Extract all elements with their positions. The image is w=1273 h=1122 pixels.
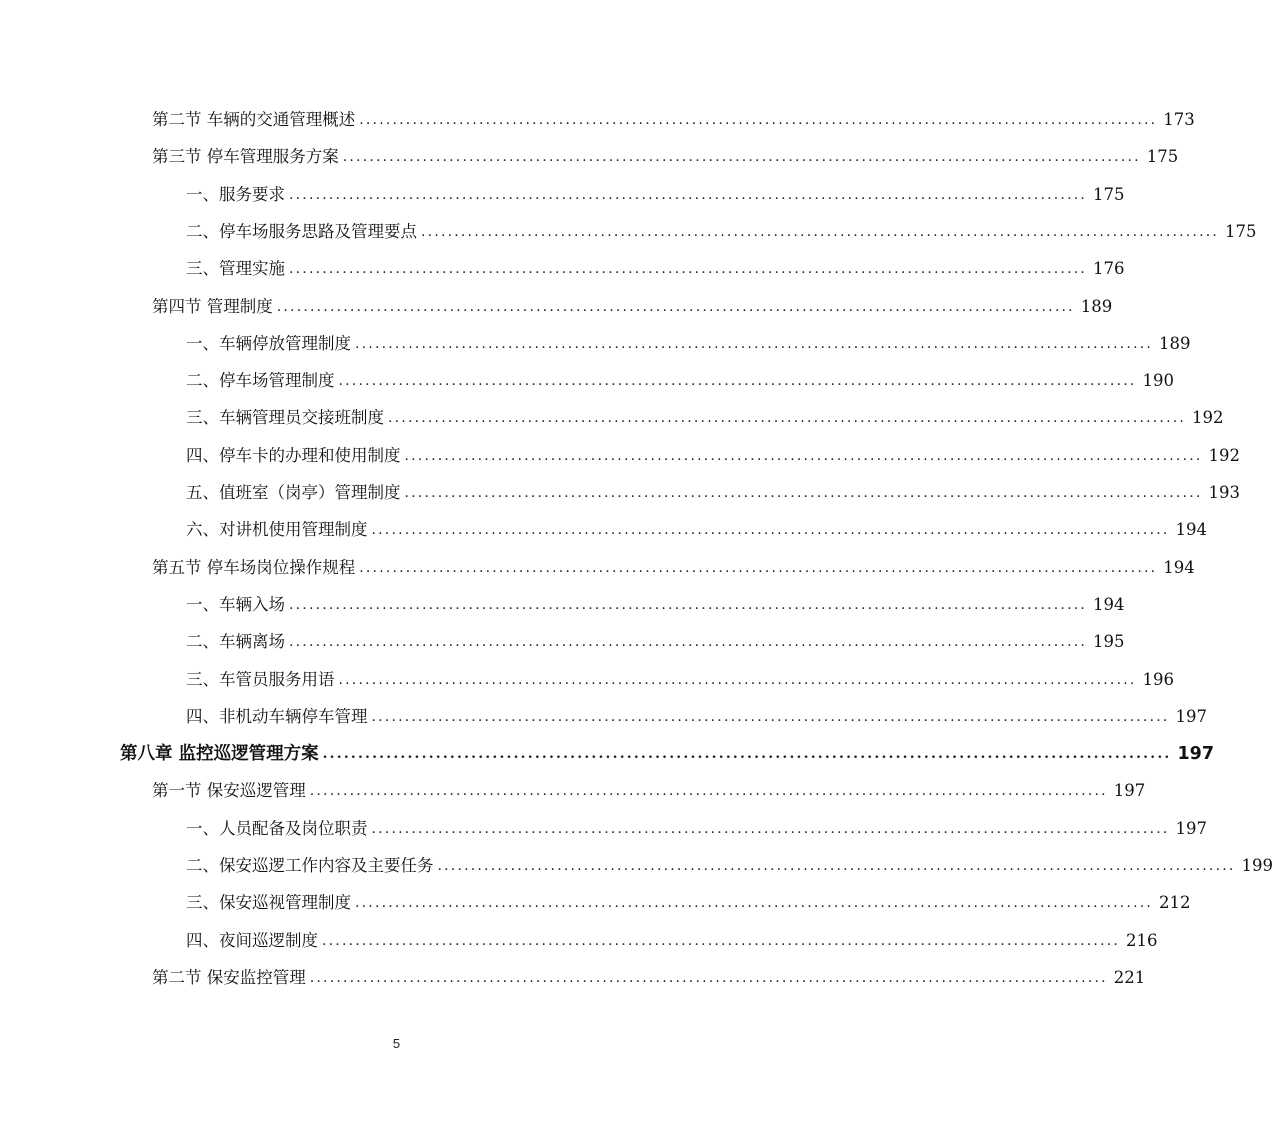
dot-leader: ........................................................................................................................ <box>342 149 1141 166</box>
toc-entry-label: 第一节 保安巡逻管理 <box>152 781 306 801</box>
toc-entry[interactable] <box>186 513 1208 541</box>
dot-leader: ........................................................................................................................ <box>355 895 1154 912</box>
toc-entry-page: 212 <box>1159 893 1191 913</box>
toc-entry-page: 193 <box>1208 483 1241 502</box>
dot-leader: ........................................................................................................................ <box>309 783 1108 800</box>
dot-leader: ........................................................................................................................ <box>437 858 1236 874</box>
toc-entry-page: 197 <box>1175 818 1208 838</box>
toc-entry-label: 第三节 停车管理服务方案 <box>152 147 339 167</box>
toc-entry[interactable] <box>186 924 1158 952</box>
toc-entry-label: 六、对讲机使用管理制度 <box>186 520 368 540</box>
toc-entry-label: 四、夜间巡逻制度 <box>186 930 318 950</box>
toc-entry-label: 三、车管员服务用语 <box>186 669 335 689</box>
toc-entry[interactable] <box>152 774 1146 802</box>
toc-entry[interactable] <box>186 215 1257 243</box>
toc-entry-label: 第五节 停车场岗位操作规程 <box>152 557 356 577</box>
toc-entry-label: 第二节 保安监控管理 <box>152 967 306 987</box>
toc-entry[interactable] <box>152 103 1195 131</box>
toc-entry[interactable] <box>186 327 1191 355</box>
toc-entry-label: 三、管理实施 <box>186 259 285 279</box>
toc-entry-page: 175 <box>1225 221 1257 241</box>
dot-leader: ........................................................................................................................ <box>388 410 1187 427</box>
toc-entry-page: 192 <box>1192 408 1224 428</box>
dot-leader: ........................................................................................................................ <box>289 261 1088 278</box>
dot-leader: ........................................................................................................................ <box>404 447 1203 464</box>
toc-entry[interactable] <box>186 886 1191 914</box>
dot-leader: ........................................................................................................................ <box>404 485 1203 501</box>
toc-entry-label: 第四节 管理制度 <box>152 296 273 316</box>
toc-entry-label: 第二节 车辆的交通管理概述 <box>152 110 356 129</box>
toc-entry-page: 173 <box>1163 110 1195 129</box>
toc-entry[interactable] <box>186 439 1241 467</box>
dot-leader: ........................................................................................................................ <box>371 708 1170 725</box>
toc-entry-page: 199 <box>1241 856 1273 875</box>
toc-entry[interactable] <box>186 178 1125 206</box>
toc-entry-page: 197 <box>1113 781 1146 801</box>
toc-entry-page: 196 <box>1142 669 1175 689</box>
toc-entry[interactable] <box>152 290 1113 318</box>
toc-entry-label: 三、保安巡视管理制度 <box>186 893 351 913</box>
toc-entry[interactable] <box>152 140 1179 168</box>
toc-entry-label: 四、停车卡的办理和使用制度 <box>186 445 401 465</box>
dot-leader: ........................................................................................................................ <box>359 559 1158 576</box>
toc-entry-page: 221 <box>1113 967 1146 987</box>
toc-entry-chapter[interactable] <box>120 737 1215 765</box>
toc-entry-page: 190 <box>1142 371 1175 391</box>
toc-entry-label: 二、车辆离场 <box>186 632 285 652</box>
toc-entry[interactable] <box>186 252 1125 280</box>
toc-entry-page: 189 <box>1159 333 1191 353</box>
toc-entry-label: 一、车辆入场 <box>186 594 285 614</box>
dot-leader: ........................................................................................................................ <box>309 969 1108 986</box>
toc-entry[interactable] <box>186 476 1241 504</box>
toc-entry[interactable] <box>186 663 1175 691</box>
dot-leader: ........................................................................................................................ <box>371 522 1170 539</box>
toc-entry-label: 二、停车场管理制度 <box>186 371 335 391</box>
toc-entry[interactable] <box>186 588 1125 616</box>
dot-leader: ........................................................................................................................ <box>359 112 1158 128</box>
toc-entry-page: 194 <box>1093 594 1125 614</box>
toc-entry-page: 192 <box>1208 445 1241 465</box>
dot-leader: ........................................................................................................................ <box>276 298 1075 315</box>
dot-leader: ........................................................................................................................ <box>371 820 1170 837</box>
toc-entry-page: 175 <box>1093 184 1125 204</box>
dot-leader: ........................................................................................................................ <box>289 186 1088 203</box>
toc-entry-label: 第八章 监控巡逻管理方案 <box>120 744 319 765</box>
toc-entry-page: 194 <box>1163 557 1195 577</box>
toc-entry-label: 五、值班室（岗亭）管理制度 <box>186 483 401 502</box>
toc-entry[interactable] <box>186 700 1208 728</box>
dot-leader: ........................................................................................................................ <box>322 932 1121 949</box>
toc-entry-label: 一、人员配备及岗位职责 <box>186 818 368 838</box>
dot-leader: ........................................................................................................................ <box>338 373 1137 390</box>
toc-entry-label: 二、保安巡逻工作内容及主要任务 <box>186 856 434 875</box>
dot-leader: ........................................................................................................................ <box>289 634 1088 651</box>
dot-leader: ........................................................................................................................ <box>355 335 1154 352</box>
toc-entry[interactable] <box>152 551 1195 579</box>
toc-entry[interactable] <box>186 812 1208 840</box>
page-number: 5 <box>392 1036 401 1051</box>
toc-entry-page: 197 <box>1175 706 1208 726</box>
dot-leader: ........................................................................................................................ <box>421 223 1220 240</box>
toc-entry[interactable] <box>186 364 1175 392</box>
toc-entry-label: 二、停车场服务思路及管理要点 <box>186 221 417 241</box>
toc-entry-label: 一、车辆停放管理制度 <box>186 333 351 353</box>
toc-entry-page: 189 <box>1080 296 1113 316</box>
dot-leader: ........................................................................................................................ <box>322 746 1172 763</box>
toc-entry-page: 176 <box>1093 259 1125 279</box>
toc-entry-page: 195 <box>1093 632 1125 652</box>
toc-entry[interactable] <box>152 961 1146 989</box>
toc-entry-page: 197 <box>1177 744 1215 765</box>
toc-entry-label: 一、服务要求 <box>186 184 285 204</box>
toc-entry-page: 216 <box>1126 930 1158 950</box>
toc-entry[interactable] <box>186 625 1125 653</box>
dot-leader: ........................................................................................................................ <box>289 596 1088 613</box>
toc-entry-page: 194 <box>1175 520 1208 540</box>
dot-leader: ........................................................................................................................ <box>338 671 1137 688</box>
toc-entry-page: 175 <box>1146 147 1179 167</box>
toc-entry-label: 三、车辆管理员交接班制度 <box>186 408 384 428</box>
toc-entry[interactable] <box>186 849 1273 877</box>
toc-entry-label: 四、非机动车辆停车管理 <box>186 706 368 726</box>
toc-entry[interactable] <box>186 401 1224 429</box>
